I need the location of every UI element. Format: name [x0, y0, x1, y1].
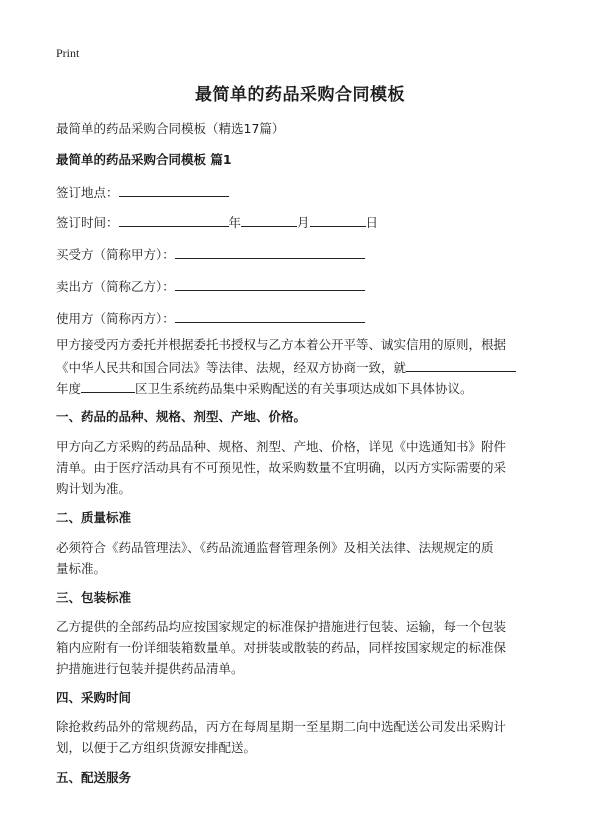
- sign-place-label: 签订地点：: [56, 185, 119, 200]
- intro-line-3-text: 区卫生系统药品集中采购配送的有关事项达成如下具体协议。: [135, 381, 473, 396]
- sign-time-row: [56, 213, 378, 231]
- intro-line-3: [56, 379, 473, 397]
- user-row: [56, 309, 365, 327]
- intro-blank-2: [81, 379, 135, 393]
- intro-line-2-text: 《中华人民共和国合同法》等法律、法规，经双方协商一致，就: [56, 360, 407, 375]
- section-2-line-2: 量标准。: [56, 561, 107, 576]
- sign-place-blank: [119, 183, 229, 197]
- section-heading-4: 四、采购时间: [56, 690, 132, 705]
- seller-label: 卖出方（简称乙方）：: [56, 279, 175, 294]
- section-1-line-3: 购计划为准。: [56, 481, 132, 496]
- section-heading-2: 二、质量标准: [56, 510, 132, 525]
- seller-row: [56, 277, 365, 295]
- section-heading-1: 一、药品的品种、规格、剂型、产地、价格。: [56, 409, 307, 424]
- sign-place-row: [56, 183, 229, 201]
- sign-month-blank: [241, 213, 297, 227]
- section-title: 最简单的药品采购合同模板 篇1: [56, 152, 232, 167]
- section-4-line-2: 划，以便于乙方组织货源安排配送。: [56, 740, 257, 755]
- section-3-line-3: 护措施进行包装并提供药品清单。: [56, 661, 244, 676]
- sign-time-label: 签订时间：: [56, 215, 119, 230]
- section-heading-5: 五、配送服务: [56, 770, 132, 785]
- seller-blank: [175, 277, 365, 291]
- year-label: 年: [228, 215, 242, 230]
- month-label: 月: [297, 215, 310, 230]
- section-1-line-1: 甲方向乙方采购的药品品种、规格、剂型、产地、价格，详见《中选通知书》附件: [56, 439, 507, 454]
- section-4-line-1: 除抢救药品外的常规药品，丙方在每周星期一至星期二向中选配送公司发出采购计: [56, 719, 507, 734]
- sign-day-blank: [310, 213, 366, 227]
- section-3-line-1: 乙方提供的全部药品均应按国家规定的标准保护措施进行包装、运输，每一个包装: [56, 619, 507, 634]
- user-blank: [175, 309, 365, 323]
- section-2-line-1: 必须符合《药品管理法》、《药品流通监督管理条例》及相关法律、法规规定的质: [56, 540, 494, 555]
- sign-year-blank: [119, 213, 229, 227]
- section-heading-3: 三、包装标准: [56, 590, 132, 605]
- section-3-line-2: 箱内应附有一份详细装箱数量单。对拼装或散装的药品，同样按国家规定的标准保: [56, 640, 507, 655]
- user-label: 使用方（简称丙方）：: [56, 311, 175, 326]
- intro-blank-1: [406, 358, 516, 372]
- buyer-blank: [175, 245, 365, 259]
- day-label: 日: [365, 215, 379, 230]
- buyer-row: [56, 245, 365, 263]
- intro-year-label: 年度: [56, 381, 82, 396]
- intro-line-1: 甲方接受丙方委托并根据委托书授权与乙方本着公开平等、诚实信用的原则，根据: [56, 337, 507, 352]
- document-subtitle: 最简单的药品采购合同模板（精选17篇）: [56, 121, 285, 136]
- page-title: 最简单的药品采购合同模板: [195, 85, 405, 105]
- print-link[interactable]: Print: [56, 46, 80, 60]
- section-1-line-2: 清单。由于医疗活动具有不可预见性，故采购数量不宜明确，以丙方实际需要的采: [56, 460, 507, 475]
- intro-line-2: [56, 358, 516, 376]
- buyer-label: 买受方（简称甲方）：: [56, 247, 175, 262]
